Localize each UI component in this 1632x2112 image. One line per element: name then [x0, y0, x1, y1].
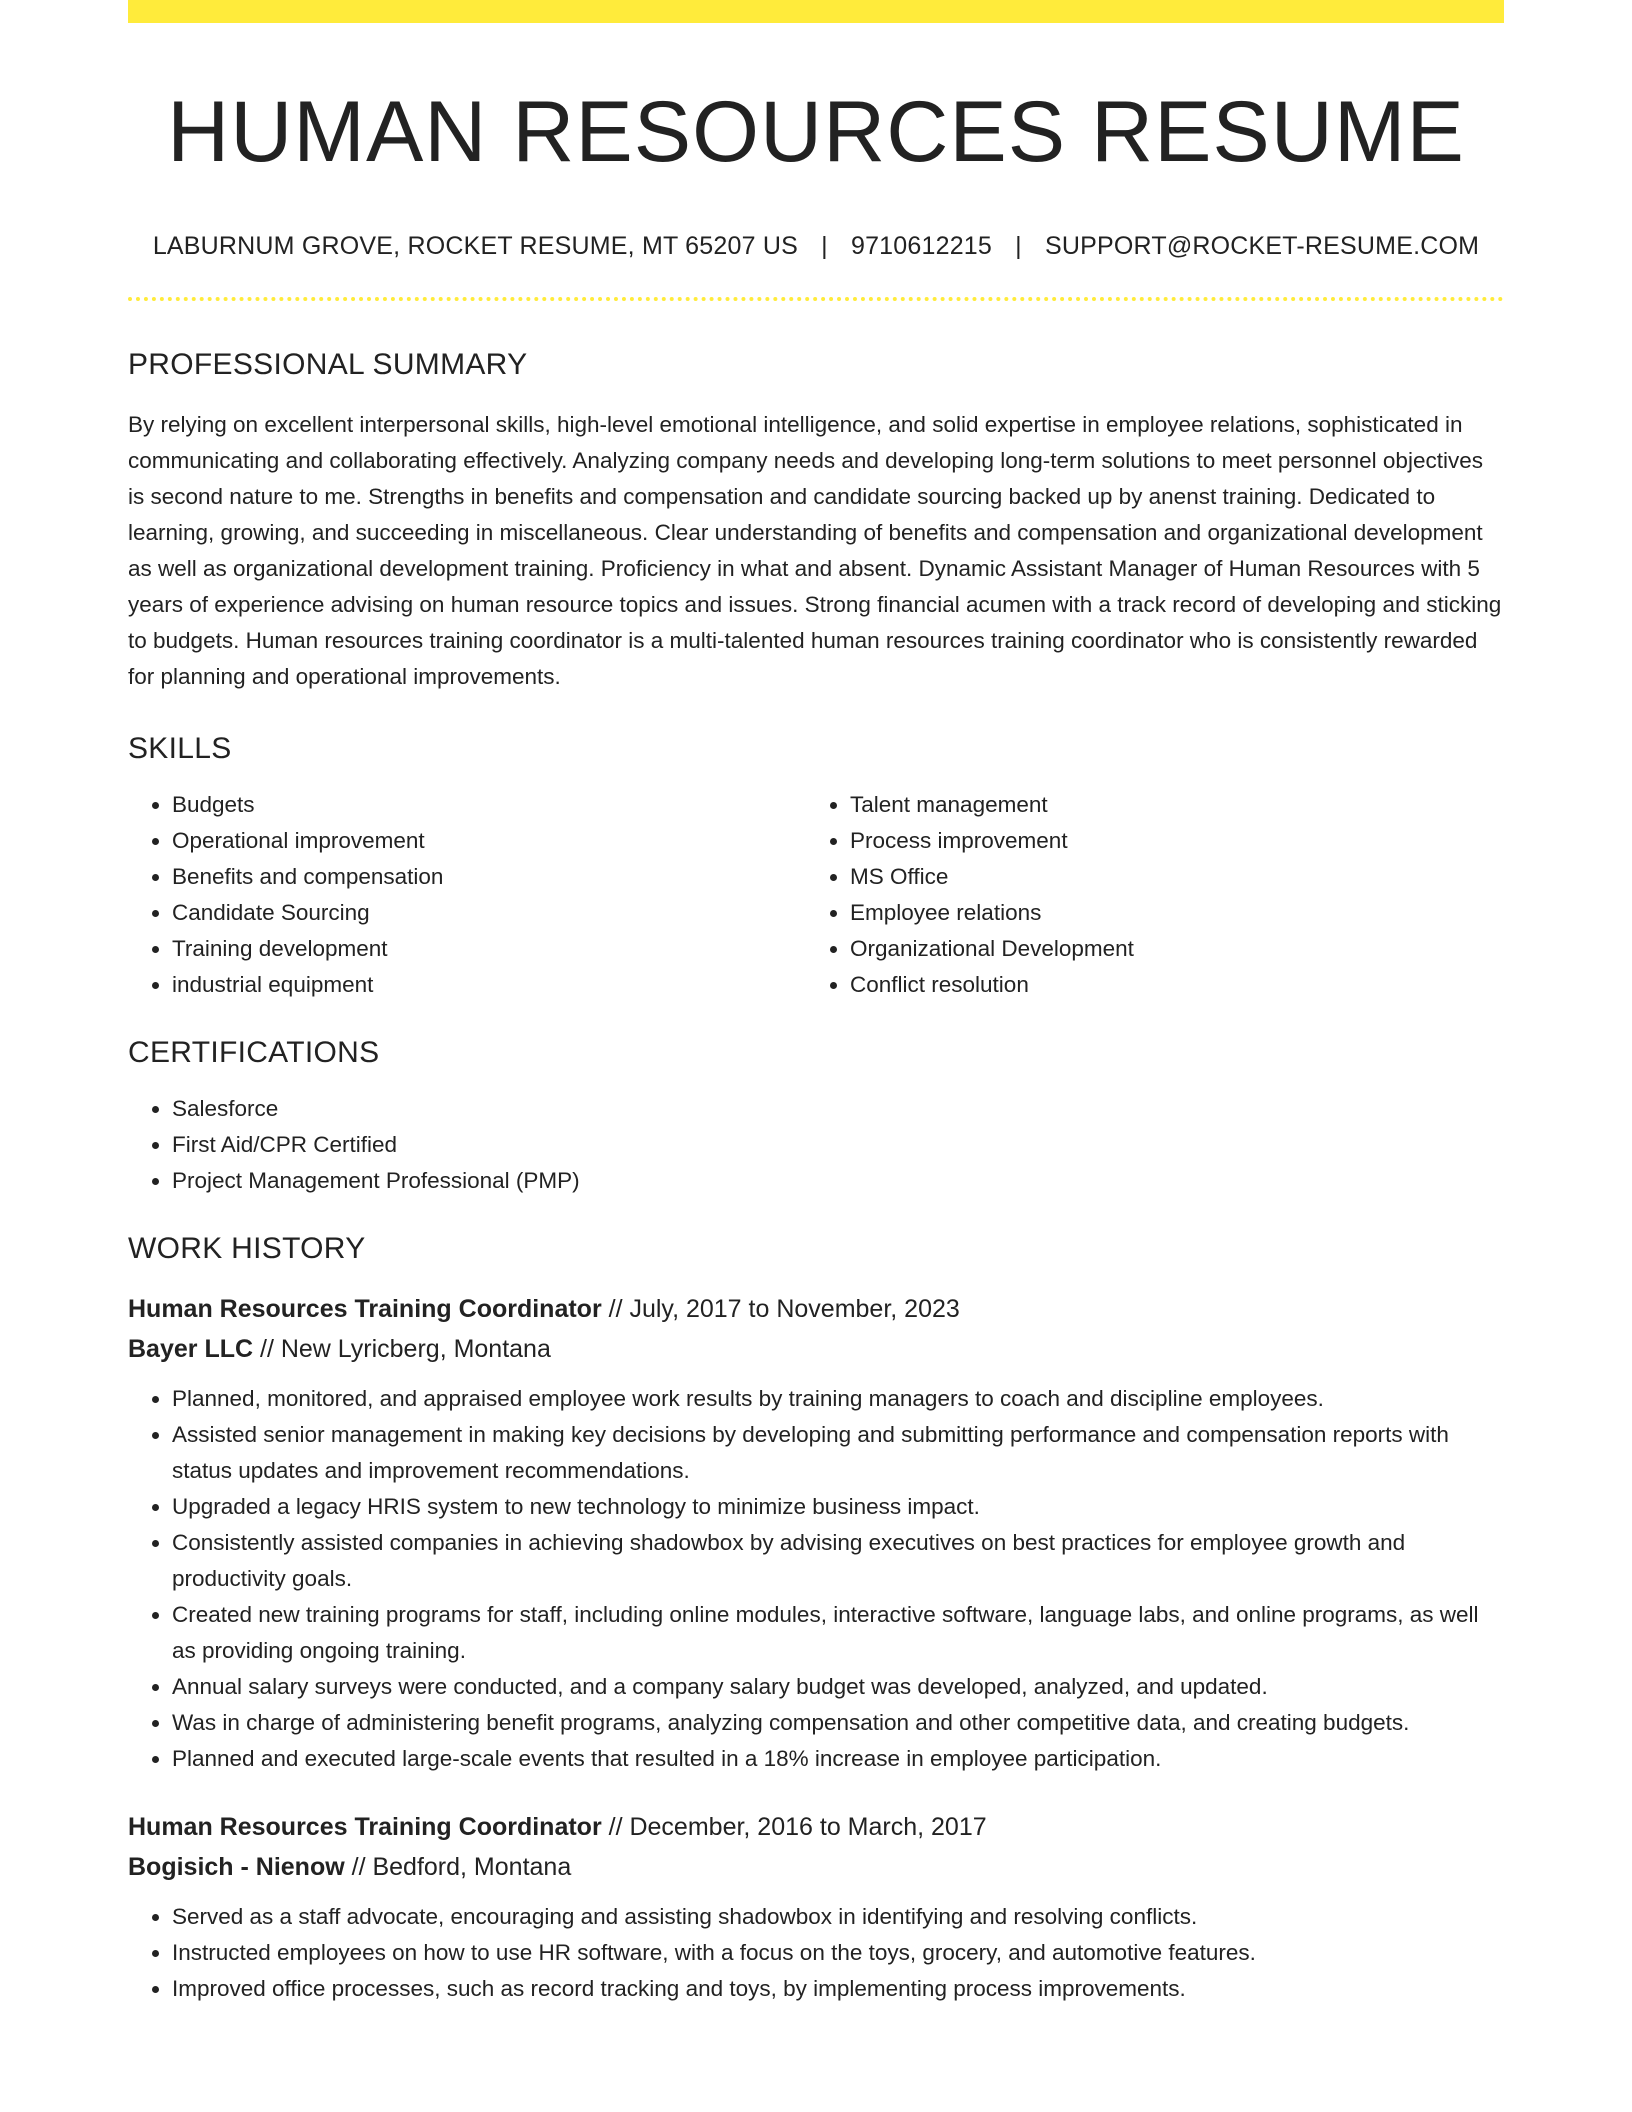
skills-column-left — [128, 787, 806, 1003]
skill-item: • Conflict resolution — [850, 967, 1484, 1003]
job-location: // Bedford, Montana — [351, 1852, 572, 1881]
skills-list — [128, 787, 1504, 1003]
job-bullet: • Created new training programs for staff, including online modules, interactive software, language labs, and online programs, as well as providing ongoing training. — [172, 1597, 1504, 1669]
skill-item: • industrial equipment — [172, 967, 806, 1003]
job-bullet: • Annual salary surveys were conducted, and a company salary budget was developed, analyzed, and updated. — [172, 1669, 1504, 1705]
contact-separator: | — [821, 231, 828, 260]
job-location: // New Lyricberg, Montana — [260, 1334, 551, 1363]
skill-item: • Benefits and compensation — [172, 859, 806, 895]
certifications-list — [128, 1091, 1504, 1199]
job-role: Human Resources Training Coordinator — [128, 1812, 602, 1841]
job-bullet-list — [128, 1899, 1504, 2007]
contact-separator: | — [1015, 231, 1022, 260]
work-history-heading: WORK HISTORY — [128, 1231, 366, 1265]
contact-line — [128, 232, 1504, 261]
job-bullet: • Planned, monitored, and appraised employee work results by training managers to coach and discipline employees. — [172, 1381, 1504, 1417]
job-bullet: • Improved office processes, such as record tracking and toys, by implementing process improvements. — [172, 1971, 1504, 2007]
job-bullet: • Upgraded a legacy HRIS system to new technology to minimize business impact. — [172, 1489, 1504, 1525]
job-company: Bayer LLC — [128, 1334, 254, 1363]
job-bullet: • Served as a staff advocate, encouraging and assisting shadowbox in identifying and resolving conflicts. — [172, 1899, 1504, 1935]
job-header — [128, 1289, 1504, 1369]
certification-item: • First Aid/CPR Certified — [172, 1127, 1504, 1163]
job-bullet-list — [128, 1381, 1504, 1777]
summary-heading: PROFESSIONAL SUMMARY — [128, 347, 528, 381]
job-bullet: • Planned and executed large-scale events that resulted in a 18% increase in employee participation. — [172, 1741, 1504, 1777]
skill-item: • Budgets — [172, 787, 806, 823]
job-title-line — [128, 1807, 1504, 1847]
job-entry — [128, 1807, 1504, 2007]
contact-email: SUPPORT@ROCKET-RESUME.COM — [1045, 231, 1480, 260]
job-title-line — [128, 1289, 1504, 1329]
skill-item: • Operational improvement — [172, 823, 806, 859]
certification-item: • Salesforce — [172, 1091, 1504, 1127]
certifications-heading: CERTIFICATIONS — [128, 1035, 380, 1069]
skill-item: • MS Office — [850, 859, 1484, 895]
top-accent-bar — [128, 0, 1504, 23]
job-role: Human Resources Training Coordinator — [128, 1294, 602, 1323]
contact-phone: 9710612215 — [850, 231, 993, 260]
resume-page — [128, 0, 1504, 2112]
job-dates: // December, 2016 to March, 2017 — [608, 1812, 987, 1841]
job-bullet: • Consistently assisted companies in achieving shadowbox by advising executives on best practices for employee growth and productivity goals. — [172, 1525, 1504, 1597]
skills-column-right — [806, 787, 1484, 1003]
job-header — [128, 1807, 1504, 1887]
job-bullet: • Instructed employees on how to use HR software, with a focus on the toys, grocery, and automotive features. — [172, 1935, 1504, 1971]
job-dates: // July, 2017 to November, 2023 — [608, 1294, 960, 1323]
job-company: Bogisich - Nienow — [128, 1852, 345, 1881]
skill-item: • Process improvement — [850, 823, 1484, 859]
job-entry — [128, 1289, 1504, 1777]
skill-item: • Employee relations — [850, 895, 1484, 931]
skill-item: • Candidate Sourcing — [172, 895, 806, 931]
skill-item: • Talent management — [850, 787, 1484, 823]
job-bullet: • Was in charge of administering benefit programs, analyzing compensation and other competitive data, and creating budgets. — [172, 1705, 1504, 1741]
skill-item: • Training development — [172, 931, 806, 967]
contact-address: LABURNUM GROVE, ROCKET RESUME, MT 65207 US — [152, 231, 798, 260]
certification-item: • Project Management Professional (PMP) — [172, 1163, 1504, 1199]
job-company-line — [128, 1329, 1504, 1369]
job-bullet: • Assisted senior management in making key decisions by developing and submitting performance and compensation reports with status updates and improvement recommendations. — [172, 1417, 1504, 1489]
summary-text: By relying on excellent interpersonal skills, high-level emotional intelligence, and solid expertise in employee relations, sophisticated in communicating and collaborating effectively. Analyzing company needs and developing long-term solutions to meet personnel objectives is second nature to me. Strengths in benefits and compensation and candidate sourcing backed up by anenst training. Dedicated to learning, growing, and succeeding in miscellaneous. Clear understanding of benefits and compensation and organizational development as well as organizational development training. Proficiency in what and absent. Dynamic Assistant Manager of Human Resources with 5 years of experience advising on human resource topics and issues. Strong financial acumen with a track record of developing and sticking to budgets. Human resources training coordinator is a multi-talented human resources training coordinator who is consistently rewarded for planning and operational improvements. — [128, 411, 1502, 689]
skills-heading: SKILLS — [128, 731, 232, 765]
skill-item: • Organizational Development — [850, 931, 1484, 967]
resume-title: HUMAN RESOURCES RESUME — [167, 84, 1465, 180]
job-company-line — [128, 1847, 1504, 1887]
dotted-divider — [128, 297, 1504, 301]
